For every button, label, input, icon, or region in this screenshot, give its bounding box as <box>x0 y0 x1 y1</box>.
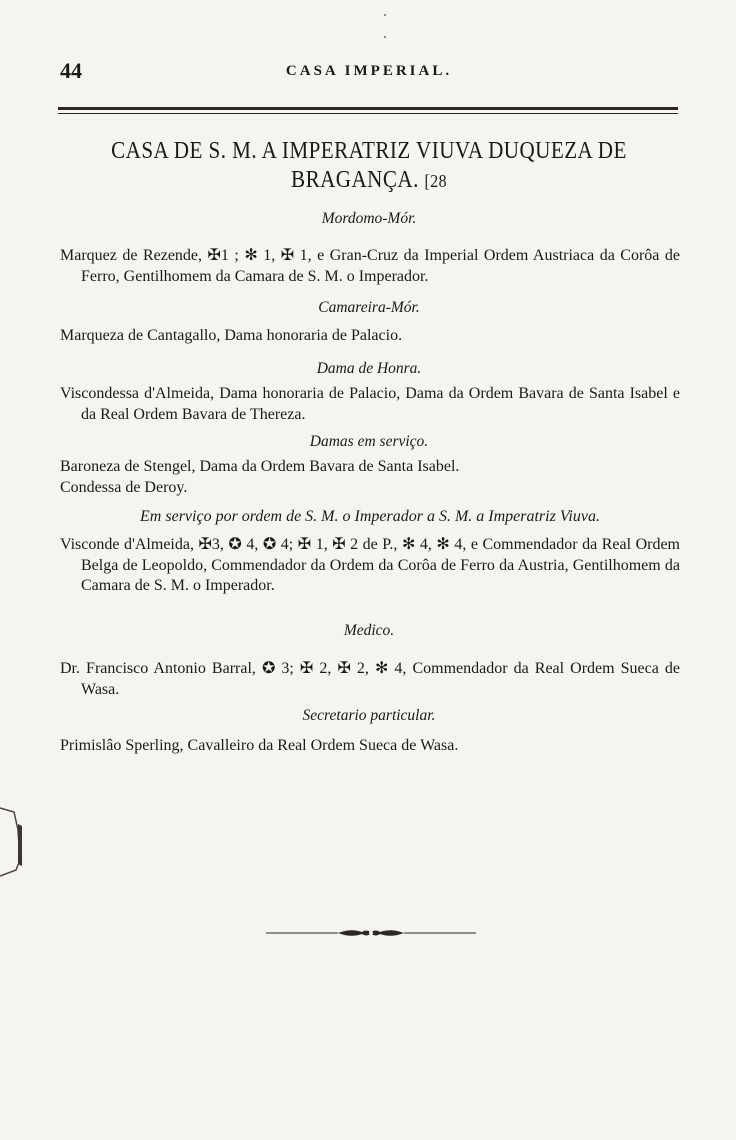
entry-viscondessa-almeida: Viscondessa d'Almeida, Dama honoraria de Palacio, Dama da Ordem Bavara de Santa Isabel e da Real Ordem Bavara de Thereza. <box>60 385 680 423</box>
title-note: [28 <box>424 171 447 191</box>
entry-baroneza-stengel: Baroneza de Stengel, Dama da Ordem Bavara de Santa Isabel. <box>60 458 460 475</box>
section-heading-mordomo: Mordomo-Mór. <box>321 210 417 227</box>
running-head: CASA IMPERIAL. <box>285 63 453 79</box>
page-edge-mark <box>0 800 26 880</box>
title-main: CASA DE S. M. A IMPERATRIZ VIUVA DUQUEZA DE BRAGANÇA. <box>111 138 627 193</box>
section-heading-medico: Medico. <box>343 622 395 639</box>
section-heading-damas-servico: Damas em serviço. <box>309 433 429 450</box>
section-heading-camareira: Camareira-Mór. <box>318 299 420 316</box>
page-number: 44 <box>60 58 82 83</box>
page-header <box>60 58 678 84</box>
end-ornament <box>266 926 476 940</box>
section-heading-em-servico: Em serviço por ordem de S. M. o Imperador a S. M. a Imperatriz Viuva. <box>140 508 600 525</box>
header-rule <box>58 107 678 117</box>
page-title <box>97 137 641 196</box>
entry-marqueza-cantagallo: Marqueza de Cantagallo, Dama honoraria de Palacio. <box>60 327 403 344</box>
speck <box>384 36 386 38</box>
section-heading-secretario: Secretario particular. <box>302 707 436 724</box>
entry-condessa-deroy: Condessa de Deroy. <box>60 479 188 496</box>
section-heading-dama-honra: Dama de Honra. <box>316 360 422 377</box>
entry-marquez-rezende: Marquez de Rezende, ✠1 ; ✻ 1, ✠ 1, e Gran-Cruz da Imperial Ordem Austriaca da Corôa de Ferro, Gentilhomem da Camara de S. M. o Imperador. <box>60 247 680 285</box>
entry-francisco-barral: Dr. Francisco Antonio Barral, ✪ 3; ✠ 2, ✠ 2, ✻ 4, Commendador da Real Ordem Sueca de Wasa. <box>60 660 680 698</box>
entry-primislao-sperling: Primislâo Sperling, Cavalleiro da Real Ordem Sueca de Wasa. <box>60 737 459 754</box>
speck <box>384 14 386 16</box>
entry-visconde-almeida: Visconde d'Almeida, ✠3, ✪ 4, ✪ 4; ✠ 1, ✠ 2 de P., ✻ 4, ✻ 4, e Commendador da Real Ordem Belga de Leopoldo, Commendador da Ordem da Corôa de Ferro da Austria, Gentilhomem da Camara de S. M. o Imperador. <box>60 536 680 594</box>
